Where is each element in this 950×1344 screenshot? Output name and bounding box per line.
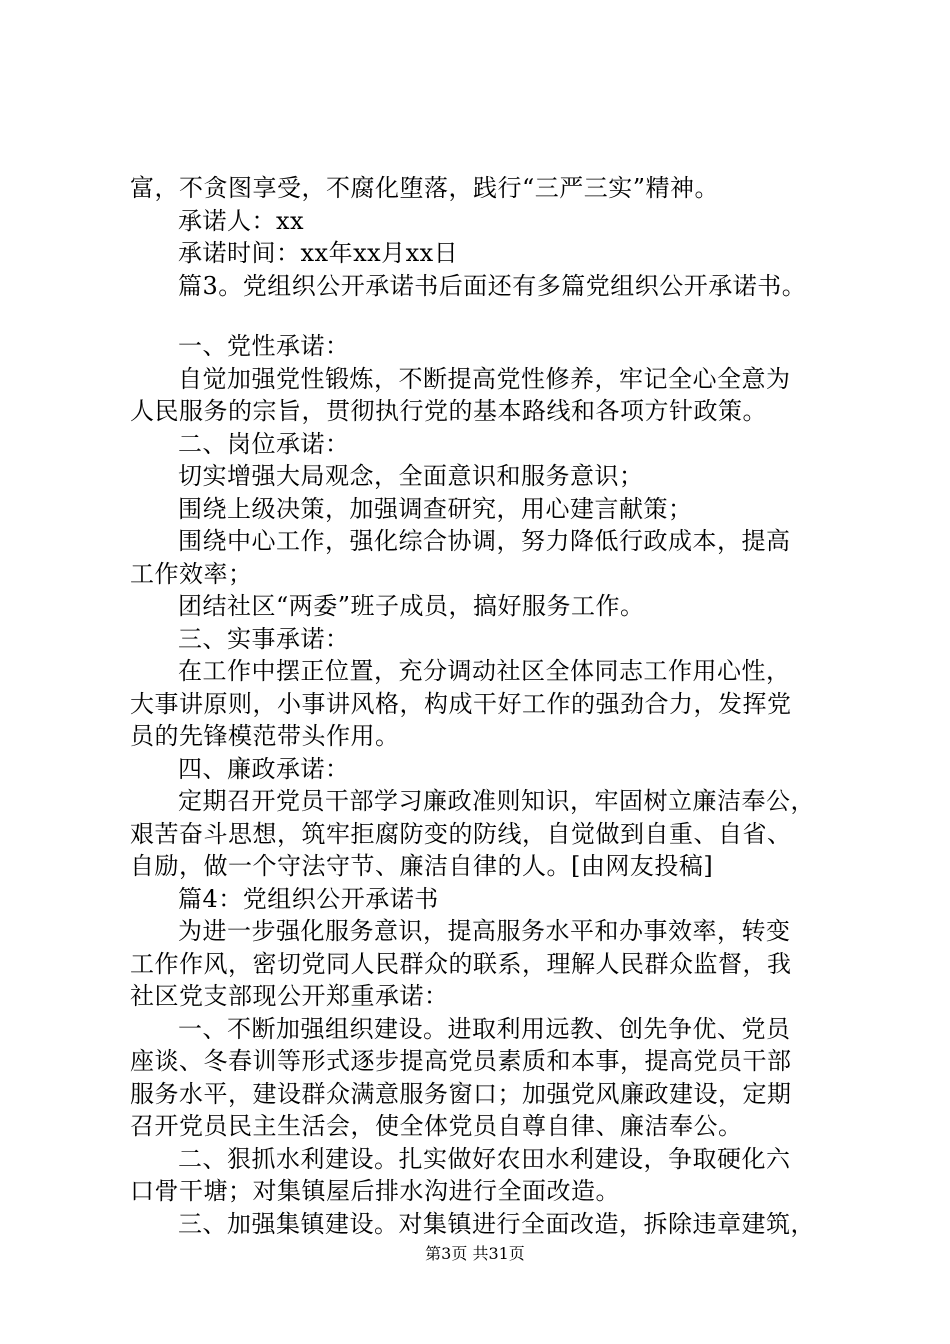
- page-footer: [0, 1244, 950, 1264]
- text-line: 切实增强大局观念，全面意识和服务意识；: [178, 462, 644, 490]
- text-line: 承诺人：xx: [178, 206, 305, 235]
- text-line: 二、狠抓水利建设。扎实做好农田水利建设，争取硬化六: [178, 1144, 791, 1173]
- text-line: 服务水平，建设群众满意服务窗口；加强党风廉政建设，定期: [130, 1079, 792, 1108]
- text-line: 一、不断加强组织建设。进取利用远教、创先争优、党员: [178, 1014, 791, 1043]
- text-line: 座谈、冬春训等形式逐步提高党员素质和本事，提高党员干部: [130, 1047, 792, 1075]
- text-line: 召开党员民主生活会，使全体党员自尊自律、廉洁奉公。: [130, 1112, 743, 1140]
- page-number: 第3页 共31页: [425, 1244, 525, 1263]
- text-line: 自觉加强党性锻炼，不断提高党性修养，牢记全心全意为: [178, 364, 791, 393]
- text-line: 为进一步强化服务意识，提高服务水平和办事效率，转变: [178, 917, 791, 945]
- text-line: 自励，做一个守法守节、廉洁自律的人。[由网友投稿]: [130, 852, 714, 880]
- text-line: 定期召开党员干部学习廉政准则知识，牢固树立廉洁奉公，: [178, 787, 815, 815]
- text-line: 大事讲原则，小事讲风格，构成干好工作的强劲合力，发挥党: [130, 689, 792, 718]
- text-line: 承诺时间：xx年xx月xx日: [178, 239, 459, 267]
- text-line: 社区党支部现公开郑重承诺：: [130, 982, 449, 1010]
- text-line: 团结社区“两委”班子成员，搞好服务工作。: [178, 592, 645, 620]
- text-line: 工作效率；: [130, 559, 253, 588]
- subheading: 四、廉政承诺：: [178, 754, 350, 783]
- text-line: 员的先锋模范带头作用。: [130, 722, 400, 750]
- section-heading: 篇3。党组织公开承诺书后面还有多篇党组织公开承诺书。: [178, 271, 807, 300]
- text-line: 围绕上级决策，加强调查研究，用心建言献策；: [178, 494, 693, 523]
- section-heading: 篇4：党组织公开承诺书: [178, 884, 439, 913]
- text-line: 在工作中摆正位置，充分调动社区全体同志工作用心性，: [178, 657, 791, 685]
- text-line: 工作作风，密切党同人民群众的联系，理解人民群众监督，我: [130, 949, 792, 978]
- text-line: 口骨干塘；对集镇屋后排水沟进行全面改造。: [130, 1177, 620, 1205]
- text-line: 艰苦奋斗思想，筑牢拒腐防变的防线，自觉做到自重、自省、: [130, 819, 792, 848]
- text-line: 三、加强集镇建设。对集镇进行全面改造，拆除违章建筑，: [178, 1209, 815, 1238]
- text-line: 富，不贪图享受，不腐化堕落，践行“三严三实”精神。: [130, 174, 720, 202]
- document-body: [130, 172, 850, 1240]
- subheading: 二、岗位承诺：: [178, 429, 350, 458]
- subheading: 一、党性承诺：: [178, 332, 350, 360]
- spacer: [130, 302, 850, 330]
- text-line: 围绕中心工作，强化综合协调，努力降低行政成本，提高: [178, 527, 791, 555]
- subheading: 三、实事承诺：: [178, 624, 350, 653]
- text-line: 人民服务的宗旨，贯彻执行党的基本路线和各项方针政策。: [130, 397, 767, 425]
